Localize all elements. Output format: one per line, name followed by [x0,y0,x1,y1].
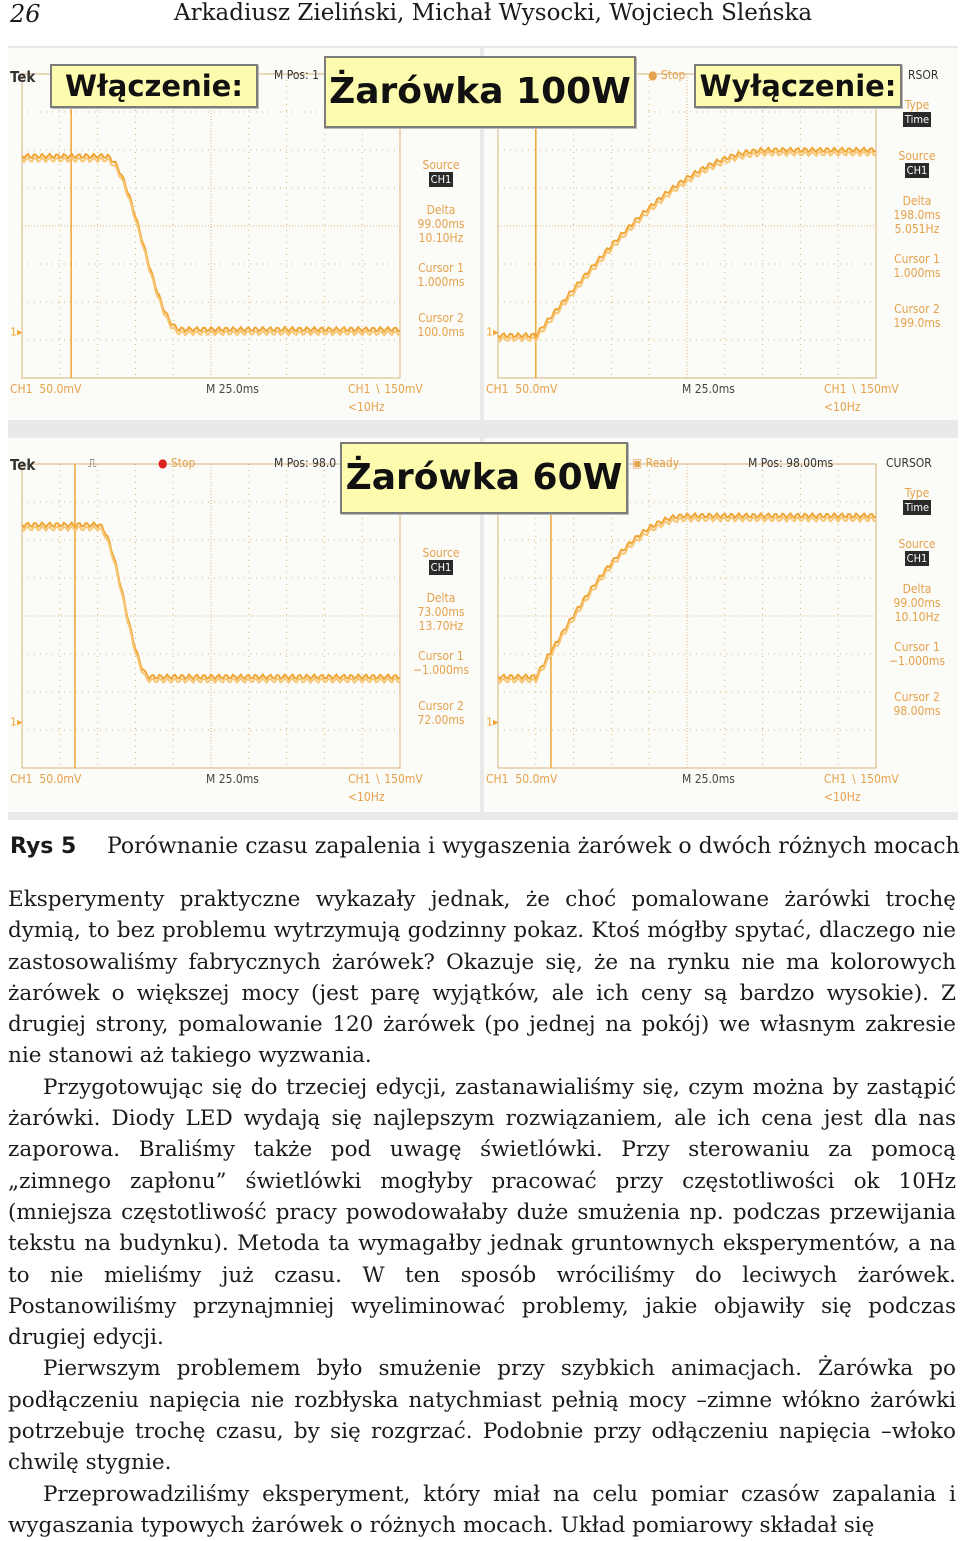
cursor2-value: 72.00ms [417,713,465,727]
cursor2-label: Cursor 2 [418,311,464,325]
trigger-level: CH1 ∖ 150mV [348,382,423,396]
scope-mpos: M Pos: 1 [274,68,319,82]
cursor1-label: Cursor 1 [418,649,464,663]
channel-marker: 1▸ [10,325,23,339]
trigger-frequency: <10Hz [824,400,861,414]
caption-label: Rys 5 [10,834,77,859]
trigger-level: CH1 ∖ 150mV [348,772,423,786]
time-scale: M 25.0ms [206,382,259,396]
delta-frequency: 10.10Hz [418,231,464,245]
scope-mode: CURSOR [886,456,932,470]
label-switch-off: Wyłączenie: [694,64,902,108]
scope-status: ● Stop [648,68,686,82]
delta-label: Delta [902,194,932,208]
source-value: CH1 [430,173,452,186]
trigger-frequency: <10Hz [348,400,385,414]
scope-mode: RSOR [908,68,939,82]
channel-scale: CH1 50.0mV [10,772,82,786]
page-header [0,0,960,30]
cursor2-value: 100.0ms [417,325,465,339]
scope-status: ▣ Ready [632,456,680,470]
cursor2-value: 98.00ms [893,704,941,718]
cursor1-label: Cursor 1 [894,252,940,266]
cursor1-value: 1.000ms [417,275,465,289]
delta-frequency: 10.10Hz [894,610,940,624]
delta-value: 198.0ms [893,208,941,222]
scope-status: ● Stop [158,456,196,470]
delta-value: 73.00ms [417,605,465,619]
type-value: Time [904,501,930,514]
source-value: CH1 [430,561,452,574]
source-label: Source [422,546,460,560]
source-label: Source [422,158,460,172]
label-switch-on: Włączenie: [50,64,258,108]
channel-marker: 1▸ [486,715,499,729]
type-label: Type [904,486,930,500]
scope-mpos: M Pos: 98.00ms [748,456,834,470]
waveform-trace [498,148,876,341]
source-value: CH1 [906,164,928,177]
paragraph: Pierwszym problemem było smużenie przy szybkich animacjach. Żarówka po podłączeniu napięcia nie rozbłyska natychmiast pełnią mocy –zimne włókno żarówki potrzebuje trochę czasu, by się rozgrzać. Podobnie przy odłączeniu napięcia –włoko chwilę stygnie. [8,1356,956,1476]
time-scale: M 25.0ms [206,772,259,786]
type-value: Time [904,113,930,126]
scope-mpos: M Pos: 98.0 [274,456,337,470]
article-body [8,884,956,1541]
running-authors: Arkadiusz Zieliński, Michał Wysocki, Wojciech Sleńska [174,0,813,26]
trigger-level: CH1 ∖ 150mV [824,382,899,396]
figure-caption [10,834,960,859]
paragraph: Przygotowując się do trzeciej edycji, zastanawialiśmy się, czym można by zastąpić żarówki. Diody LED wydają się najlepszym rozwiązaniem, ale ich cena jest dla nas zaporowa. Braliśmy także pod uwagę świetlówki. Przy sterowaniu za pomocą „zimnego zapłonu” świetlówki mogłyby pracować przy częstotliwości ok 10Hz (mniejsza częstotliwość pracy powodowałaby duże smużenia np. podczas przewijania tekstu na budynku). Metoda ta wymagałby jednak gruntownych eksperymentów, a na to nie mieliśmy już czasu. W ten sposób wróciliśmy do leciwych żarówek. Postanowiliśmy przynajmniej wyeliminować problemy, jakie objawiły się podczas drugiej edycji. [8,1074,956,1351]
delta-value: 99.00ms [893,596,941,610]
cursor2-label: Cursor 2 [894,302,940,316]
delta-label: Delta [426,203,456,217]
oscilloscope-figure [8,46,958,820]
scope-brand: Tek [10,456,36,474]
delta-frequency: 13.70Hz [418,619,464,633]
trigger-level: CH1 ∖ 150mV [824,772,899,786]
cursor1-value: −1.000ms [412,663,470,677]
label-bulb-60w: Żarówka 60W [340,442,628,514]
trigger-frequency: <10Hz [824,790,861,804]
time-scale: M 25.0ms [682,772,735,786]
scope-cursor-panel [880,98,954,346]
cursor1-value: 1.000ms [893,266,941,280]
scope-brand: Tek [10,68,36,86]
scope-cursor-panel [404,546,478,743]
delta-label: Delta [426,591,456,605]
scope-cursor-panel [404,158,478,355]
source-label: Source [898,149,936,163]
channel-marker: 1▸ [10,715,23,729]
trigger-icon: ⎍ [88,456,97,470]
time-scale: M 25.0ms [682,382,735,396]
cursor1-label: Cursor 1 [894,640,940,654]
caption-text: Porównanie czasu zapalenia i wygaszenia żarówek o dwóch różnych mocach [107,834,960,859]
page-number: 26 [10,0,41,28]
paragraph: Eksperymenty praktyczne wykazały jednak, że choć pomalowane żarówki trochę dymią, to bez problemu wytrzymują godzinny pokaz. Ktoś mógłby spytać, dlaczego nie zastosowaliśmy fabrycznych żarówek? Okazuje się, że na rynku nie ma kolorowych żarówek o większej mocy (jest parę wyjątków, ale ich ceny są bardzo wysokie). Z drugiej strony, pomalowanie 120 żarówek (po jednej na pokój) we własnym zakresie nie stanowi aż takiego wyzwania. [8,887,956,1069]
paragraph: Przeprowadziliśmy eksperyment, który miał na celu pomiar czasów zapalania i wygaszania typowych żarówek o różnych mocach. Układ pomiarowy składał się [8,1481,956,1538]
label-bulb-100w: Żarówka 100W [324,56,636,128]
delta-label: Delta [902,582,932,596]
source-value: CH1 [906,552,928,565]
scope-cursor-panel [880,486,954,734]
waveform-trace [498,514,876,683]
channel-marker: 1▸ [486,325,499,339]
delta-value: 99.00ms [417,217,465,231]
channel-scale: CH1 50.0mV [486,772,558,786]
trigger-frequency: <10Hz [348,790,385,804]
cursor2-label: Cursor 2 [894,690,940,704]
type-label: Type [904,98,930,112]
cursor1-label: Cursor 1 [418,261,464,275]
channel-scale: CH1 50.0mV [486,382,558,396]
cursor2-value: 199.0ms [893,316,941,330]
source-label: Source [898,537,936,551]
cursor2-label: Cursor 2 [418,699,464,713]
channel-scale: CH1 50.0mV [10,382,82,396]
delta-frequency: 5.051Hz [894,222,940,236]
cursor1-value: −1.000ms [888,654,946,668]
